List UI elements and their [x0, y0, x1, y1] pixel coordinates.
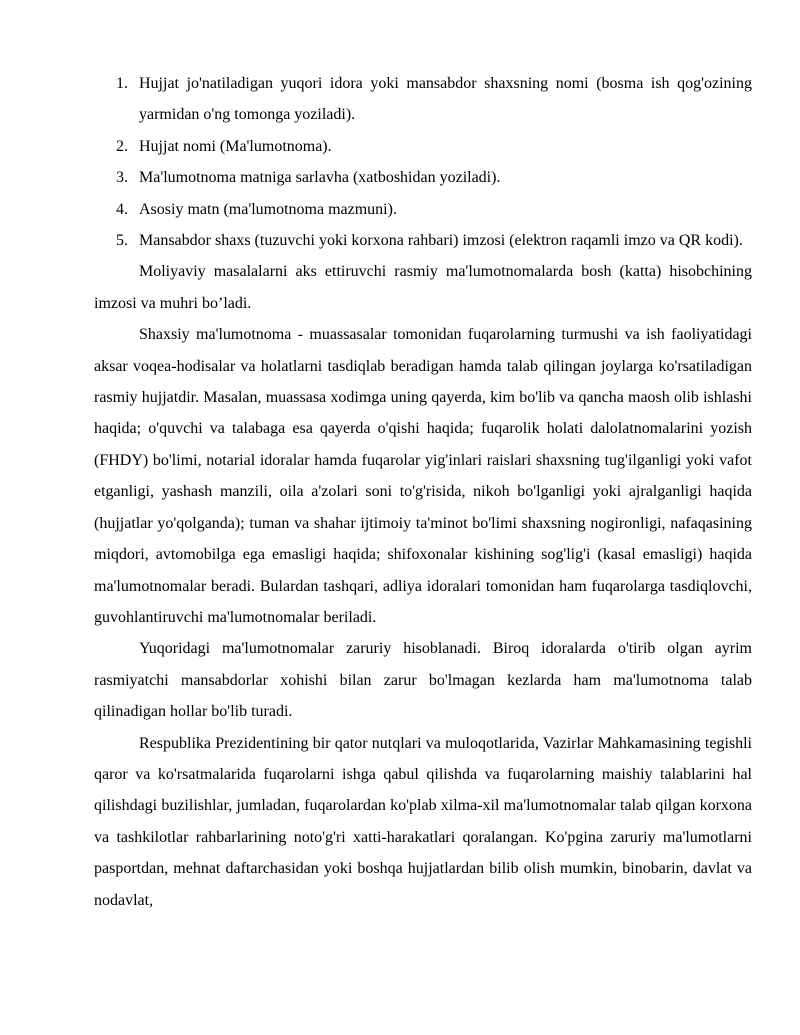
list-item: [94, 68, 752, 131]
list-item-text: Hujjat jo'natiladigan yuqori idora yoki mansabdor shaxsning nomi (bosma ish qog'ozining yarmidan o'ng tomonga yoziladi).: [139, 75, 752, 124]
list-item-text: Ma'lumotnoma matniga sarlavha (xatboshidan yoziladi).: [139, 169, 501, 187]
list-number: 4.: [116, 200, 128, 218]
numbered-list: [94, 68, 752, 256]
paragraph-personal-certificate: Shaxsiy ma'lumotnoma - muassasalar tomonidan fuqarolarning turmushi va ish faoliyatidagi aksar voqea-hodisalar va holatlarni tasdiqlab beradigan hamda talab qilingan joylarga ko'rsatiladigan rasmiy hujjatdir. Masalan, muassasa xodimga uning qayerda, kim bo'lib va qancha maosh olib ishlashi haqida; o'quvchi va talabaga esa qayerda o'qishi haqida; fuqarolik holati dalolatnomalarini yozish (FHDY) bo'limi, notarial idoralar hamda fuqarolar yig'inlari raislari shaxsning tug'ilganligi yoki vafot etganligi, yashash manzili, oila a'zolari soni to'g'risida, nikoh bo'lganligi yoki ajralganligi haqida (hujjatlar yo'qolganda); tuman va shahar ijtimoiy ta'minot bo'limi shaxsning nogironligi, nafaqasining miqdori, avtomobilga ega emasligi haqida; shifoxonalar kishining sog'lig'i (kasal emasligi) haqida ma'lumotnomalar beradi. Bulardan tashqari, adliya idoralari tomonidan ham fuqarolarga tasdiqlovchi, guvohlantiruvchi ma'lumotnomalar beriladi.: [94, 326, 752, 626]
list-item: [94, 131, 752, 162]
list-item: [94, 194, 752, 225]
paragraph-president-speeches: Respublika Prezidentining bir qator nutqlari va muloqotlarida, Vazirlar Mahkamasining tegishli qaror va ko'rsatmalarida fuqarolarni ishga qabul qilishda va fuqarolarning maishiy talablarini hal qilishdagi buzilishlar, jumladan, fuqarolardan ko'plab xilma-xil ma'lumotnomalar talab qilgan korxona va tashkilotlar rahbarlarining noto'g'ri xatti-harakatlari qoralangan. Ko'pgina zaruriy ma'lumotlarni pasportdan, mehnat daftarchasidan yoki boshqa hujjatlardan bilib olish mumkin, binobarin, davlat va nodavlat,: [94, 734, 752, 909]
paragraph-required-certificates: Yuqoridagi ma'lumotnomalar zaruriy hisoblanadi. Biroq idoralarda o'tirib olgan ayrim rasmiyatchi mansabdorlar xohishi bilan zarur bo'lmagan kezlarda ham ma'lumotnoma talab qilinadigan hollar bo'lib turadi.: [94, 640, 752, 721]
list-number: 2.: [116, 137, 128, 155]
list-item: [94, 225, 752, 256]
list-number: 3.: [116, 169, 128, 187]
list-item-text: Mansabdor shaxs (tuzuvchi yoki korxona rahbari) imzosi (elektron raqamli imzo va QR kodi).: [139, 232, 743, 250]
paragraph-financial-signature: Moliyaviy masalalarni aks ettiruvchi rasmiy ma'lumotnomalarda bosh (katta) hisobchining imzosi va muhri bo’ladi.: [94, 263, 752, 312]
list-item-text: Hujjat nomi (Ma'lumotnoma).: [139, 137, 332, 155]
list-item-text: Asosiy matn (ma'lumotnoma mazmuni).: [139, 200, 397, 218]
list-number: 5.: [116, 232, 128, 250]
list-number: 1.: [116, 75, 128, 92]
list-item: [94, 162, 752, 193]
